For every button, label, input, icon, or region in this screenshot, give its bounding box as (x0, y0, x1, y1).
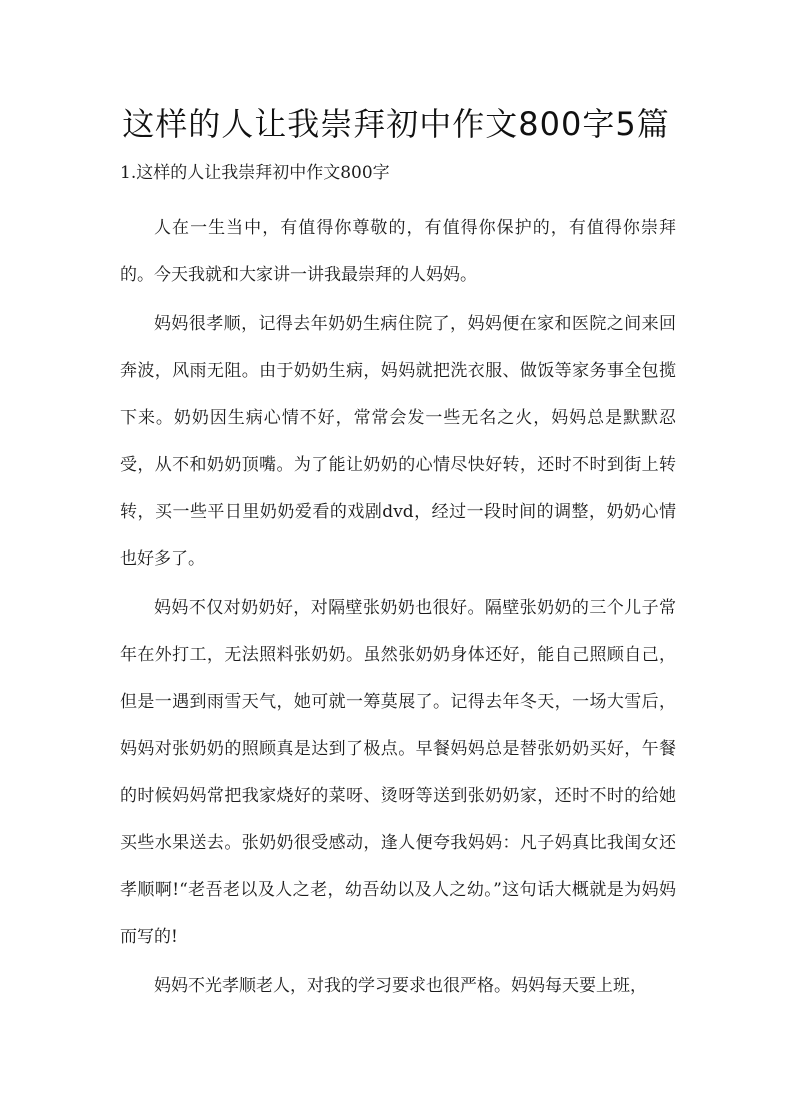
paragraph: 妈妈很孝顺，记得去年奶奶生病住院了，妈妈便在家和医院之间来回奔波，风雨无阻。由于奶奶生病，妈妈就把洗衣服、做饭等家务事全包揽下来。奶奶因生病心情不好，常常会发一些无名之火，妈妈总是默默忍受，从不和奶奶顶嘴。为了能让奶奶的心情尽快好转，还时不时到街上转转，买一些平日里奶奶爱看的戏剧dvd，经过一段时间的调整，奶奶心情也好多了。 (120, 314, 676, 569)
paragraph: 妈妈不仅对奶奶好，对隔壁张奶奶也很好。隔壁张奶奶的三个儿子常年在外打工，无法照料张奶奶。虽然张奶奶身体还好，能自己照顾自己，但是一遇到雨雪天气，她可就一筹莫展了。记得去年冬天，一场大雪后，妈妈对张奶奶的照顾真是达到了极点。早餐妈妈总是替张奶奶买好，午餐的时候妈妈常把我家烧好的菜呀、烫呀等送到张奶奶家，还时不时的给她买些水果送去。张奶奶很受感动，逢人便夸我妈妈：凡子妈真比我闺女还孝顺啊!“老吾老以及人之老，幼吾幼以及人之幼。”这句话大概就是为妈妈而写的! (120, 598, 676, 947)
article-body (120, 205, 676, 1012)
section-heading: 1.这样的人让我崇拜初中作文800字 (120, 163, 390, 183)
paragraph: 人在一生当中，有值得你尊敬的，有值得你保护的，有值得你崇拜的。今天我就和大家讲一讲我最崇拜的人妈妈。 (120, 218, 676, 285)
document-title: 这样的人让我崇拜初中作文800字5篇 (122, 105, 670, 143)
paragraph: 妈妈不光孝顺老人，对我的学习要求也很严格。妈妈每天要上班， (154, 976, 647, 996)
